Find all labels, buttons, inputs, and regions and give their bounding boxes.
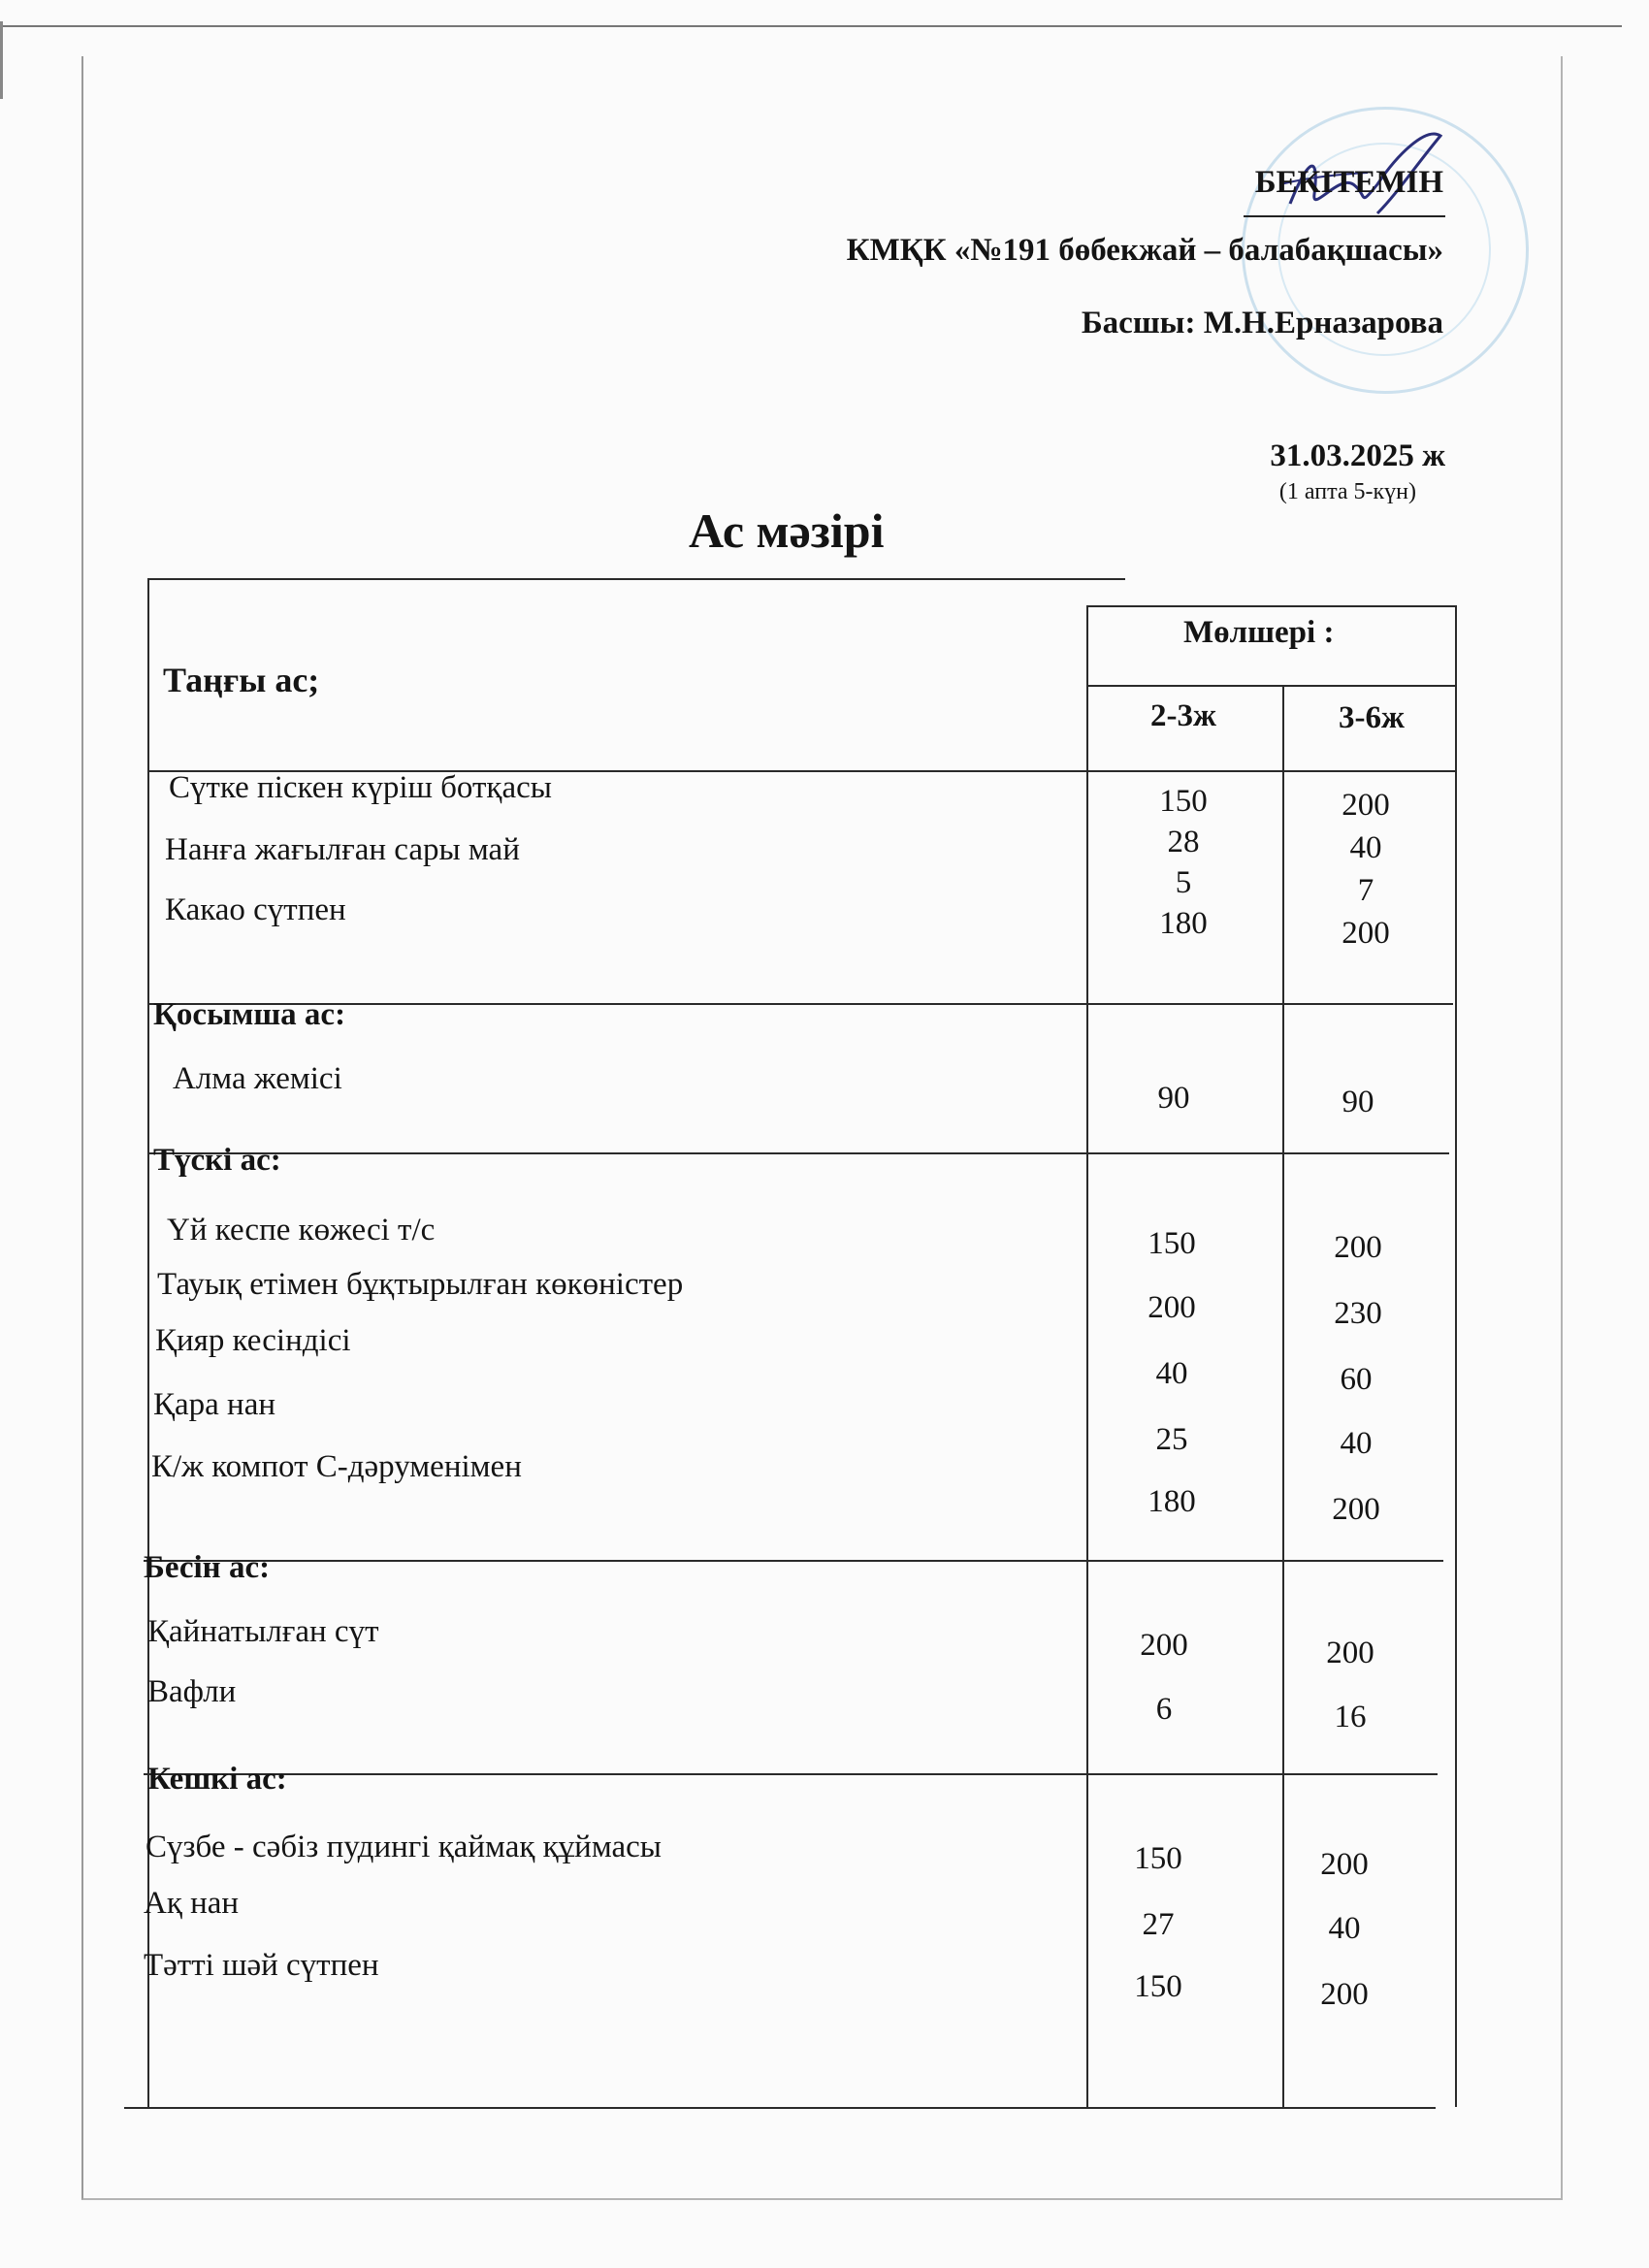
- menu-item: Тауық етімен бұқтырылған көкөністер: [157, 1267, 684, 1302]
- section-header-snack: Қосымша ас:: [153, 997, 346, 1032]
- amount-2-3: 27: [1142, 1907, 1175, 1942]
- menu-date: 31.03.2025 ж: [1270, 438, 1445, 473]
- amount-3-6: 200: [1326, 1636, 1374, 1670]
- section-header-dinner: Кешкі ас:: [147, 1762, 287, 1797]
- table-top-border: [147, 578, 1125, 580]
- organization-name: КМҚК «№191 бөбекжай – балабақшасы»: [846, 233, 1443, 268]
- page-title: Ас мәзірі: [689, 503, 885, 558]
- amount-3-6: 90: [1342, 1085, 1374, 1119]
- approve-label: БЕКІТЕМІН: [1254, 165, 1443, 200]
- row-divider: [144, 1560, 1443, 1562]
- amount-3-6: 200: [1342, 916, 1390, 951]
- amount-header-top-border: [1086, 605, 1457, 607]
- amount-2-3: 5: [1175, 865, 1192, 900]
- week-day-label: (1 апта 5-күн): [1278, 479, 1416, 504]
- breakfast-header: Таңғы ас;: [163, 661, 320, 699]
- amount-2-3: 150: [1134, 1969, 1182, 2004]
- amount-3-6: 60: [1340, 1362, 1373, 1397]
- amount-header: Мөлшері :: [1183, 615, 1335, 650]
- amount-2-3: 6: [1155, 1692, 1173, 1727]
- menu-item: Тәтті шәй сүтпен: [144, 1948, 379, 1983]
- amount-2-3: 40: [1155, 1356, 1188, 1391]
- menu-item: Қияр кесіндісі: [155, 1323, 351, 1358]
- menu-item: Сүтке піскен күріш ботқасы: [169, 770, 552, 805]
- age-col-2: 3-6ж: [1339, 700, 1405, 735]
- scan-left-edge: [0, 21, 3, 99]
- amount-2-3: 150: [1134, 1841, 1182, 1876]
- menu-item: Қайнатылған сүт: [147, 1614, 379, 1649]
- scan-top-line: [0, 25, 1622, 27]
- signature-line: [1244, 215, 1445, 217]
- amount-3-6: 200: [1320, 1847, 1369, 1882]
- amount-3-6: 40: [1349, 830, 1382, 865]
- age-col-1: 2-3ж: [1150, 698, 1216, 733]
- menu-item: Сүзбе - сәбіз пудингі қаймақ құймасы: [146, 1830, 662, 1864]
- amount-2-3: 200: [1148, 1290, 1196, 1325]
- amount-2-3: 150: [1148, 1226, 1196, 1261]
- menu-item: Какао сүтпен: [165, 892, 346, 927]
- table-left-border: [147, 578, 149, 2107]
- menu-item: Алма жемісі: [173, 1061, 342, 1096]
- row-divider: [144, 1773, 1438, 1775]
- section-header-lunch: Түскі ас:: [153, 1143, 281, 1178]
- amount-3-6: 7: [1357, 873, 1374, 908]
- amount-3-6: 40: [1340, 1426, 1373, 1461]
- menu-item: Үй кеспе көжесі т/с: [167, 1213, 436, 1247]
- amount-3-6: 230: [1334, 1296, 1382, 1331]
- amount-3-6: 200: [1320, 1977, 1369, 2012]
- amount-2-3: 28: [1167, 825, 1200, 859]
- amount-3-6: 200: [1332, 1492, 1380, 1527]
- menu-table: [144, 576, 1459, 2109]
- menu-item: Вафли: [147, 1674, 237, 1709]
- col-divider-2: [1282, 685, 1284, 2107]
- head-name: Басшы: М.Н.Ерназарова: [1081, 306, 1443, 340]
- amount-2-3: 180: [1148, 1484, 1196, 1519]
- menu-item: К/ж компот С-дәруменімен: [151, 1449, 522, 1484]
- table-right-border: [1455, 605, 1457, 2107]
- menu-item: Нанға жағылған сары май: [165, 832, 520, 867]
- col-divider-1: [1086, 605, 1088, 2107]
- amount-3-6: 40: [1328, 1911, 1361, 1946]
- section-header-afternoon: Бесін ас:: [144, 1550, 271, 1585]
- amount-2-3: 200: [1140, 1628, 1188, 1663]
- table-bottom-border: [124, 2107, 1436, 2109]
- amount-header-divider: [1086, 685, 1457, 687]
- amount-3-6: 16: [1334, 1700, 1367, 1734]
- menu-item: Қара нан: [153, 1387, 276, 1422]
- menu-item: Ақ нан: [144, 1886, 240, 1921]
- row-divider: [147, 1152, 1449, 1154]
- amount-2-3: 90: [1157, 1081, 1190, 1116]
- amount-2-3: 180: [1159, 906, 1208, 941]
- amount-2-3: 150: [1159, 784, 1208, 819]
- amount-2-3: 25: [1155, 1422, 1188, 1457]
- amount-3-6: 200: [1342, 788, 1390, 823]
- amount-3-6: 200: [1334, 1230, 1382, 1265]
